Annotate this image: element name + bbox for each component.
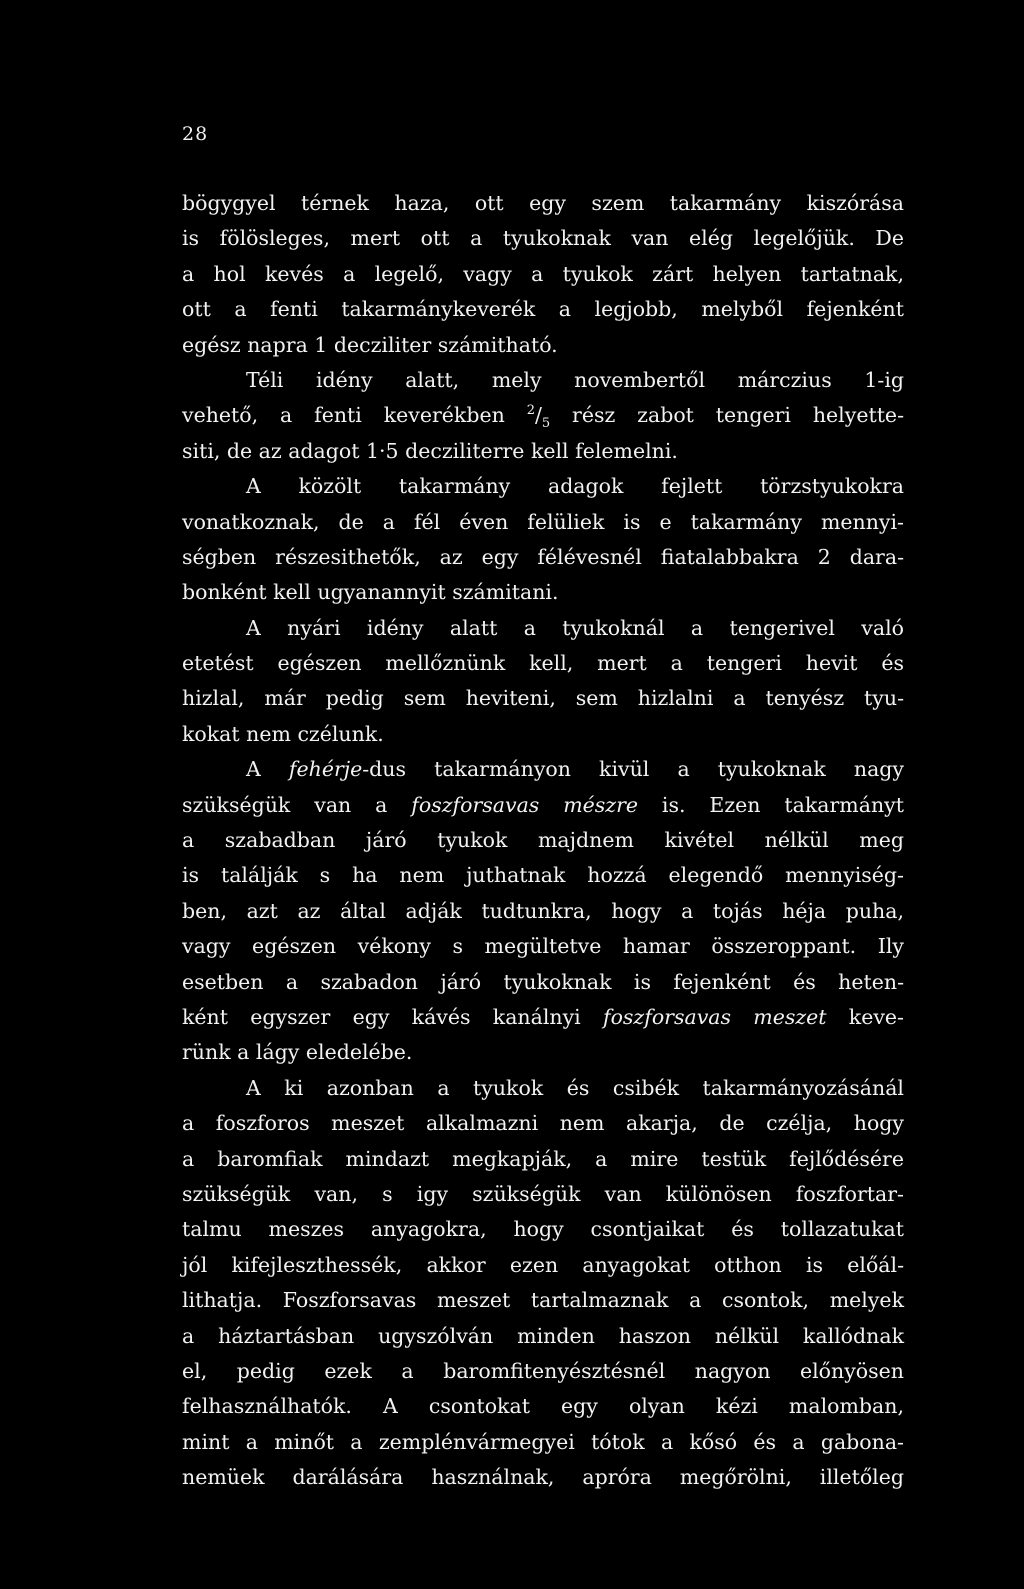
text-line xyxy=(182,434,904,469)
text-run: jól kifejleszthessék, akkor ezen anyagokat otthon is előál- xyxy=(182,1252,904,1277)
text-run: is találják s ha nem juthatnak hozzá elegendő mennyiség- xyxy=(182,863,904,888)
text-line xyxy=(182,292,904,327)
body-text xyxy=(182,186,904,1495)
text-line xyxy=(182,752,904,787)
text-run: rész zabot tengeri helyette- xyxy=(550,403,904,428)
text-line xyxy=(182,965,904,1000)
text-run: siti, de az adagot 1·5 decziliterre kell felemelni. xyxy=(182,438,678,463)
text-run: A ki azonban a tyukok és csibék takarmányozásánál xyxy=(246,1075,904,1100)
text-run: a baromfiak mindazt megkapják, a mire testük fejlődésére xyxy=(182,1146,904,1171)
text-run: talmu meszes anyagokra, hogy csontjaikat és tollazatukat xyxy=(182,1217,904,1242)
text-run: rünk a lágy eledelébe. xyxy=(182,1040,413,1065)
text-run: 2 xyxy=(526,403,535,419)
text-run: ségben részesithetők, az egy félévesnél fiatalabbakra 2 dara- xyxy=(182,544,904,569)
text-line xyxy=(182,1389,904,1424)
text-line xyxy=(182,257,904,292)
text-line xyxy=(182,717,904,752)
text-run: a háztartásban ugyszólván minden haszon nélkül kallódnak xyxy=(182,1323,904,1348)
text-line xyxy=(182,1283,904,1318)
text-line xyxy=(182,505,904,540)
text-run: ként egyszer egy kávés kanálnyi xyxy=(182,1004,603,1029)
text-line xyxy=(182,575,904,610)
text-line xyxy=(182,1000,904,1035)
text-line xyxy=(182,1248,904,1283)
text-run: mint a minőt a zemplénvármegyei tótok a kősó és a gabona- xyxy=(182,1429,904,1454)
text-line xyxy=(182,681,904,716)
text-line xyxy=(182,186,904,221)
text-line xyxy=(182,363,904,398)
page-number: 28 xyxy=(182,123,209,145)
text-run: felhasználhatók. A csontokat egy olyan kézi malomban, xyxy=(182,1394,904,1419)
text-run: etetést egészen mellőznünk kell, mert a tengeri hevit és xyxy=(182,651,904,676)
text-run: A nyári idény alatt a tyukoknál a tengerivel való xyxy=(246,615,904,640)
text-run: 5 xyxy=(541,416,551,432)
text-run: / xyxy=(534,403,542,428)
text-run: bögygyel térnek haza, ott egy szem takarmány kiszórása xyxy=(182,191,904,215)
italic-text: fehérje xyxy=(288,757,363,782)
text-run: ben, azt az által adják tudtunkra, hogy a tojás héja puha, xyxy=(182,898,904,923)
text-line xyxy=(182,1106,904,1141)
text-run: vonatkoznak, de a fél éven felüliek is e takarmány mennyi- xyxy=(182,509,904,534)
text-run: keve- xyxy=(826,1004,904,1029)
text-line xyxy=(182,1319,904,1354)
text-run: is fölösleges, mert ott a tyukoknak van elég legelőjük. De xyxy=(182,226,904,251)
text-line xyxy=(182,540,904,575)
text-run: vehető, a fenti keverékben xyxy=(182,403,527,428)
text-line xyxy=(182,1035,904,1070)
text-line xyxy=(182,1177,904,1212)
text-line xyxy=(182,221,904,256)
text-run: nemüek darálására használnak, apróra megőrölni, illetőleg xyxy=(182,1465,904,1490)
text-run: egész napra 1 decziliter számitható. xyxy=(182,332,558,357)
text-run: A közölt takarmány adagok fejlett törzstyukokra xyxy=(246,474,904,499)
text-run: szükségük van, s igy szükségük van különösen foszfortar- xyxy=(182,1181,904,1206)
text-run: hizlal, már pedig sem heviteni, sem hizlalni a tenyész tyu- xyxy=(182,686,904,711)
text-line xyxy=(182,328,904,363)
text-line xyxy=(182,1460,904,1495)
text-run: ott a fenti takarmánykeverék a legjobb, melyből fejenként xyxy=(182,297,904,322)
text-run: esetben a szabadon járó tyukoknak is fejenként és heten- xyxy=(182,969,904,994)
text-run: vagy egészen vékony s megültetve hamar összeroppant. Ily xyxy=(182,934,904,959)
text-line xyxy=(182,788,904,823)
text-run: el, pedig ezek a baromfitenyésztésnél nagyon előnyösen xyxy=(182,1358,904,1383)
text-run: a foszforos meszet alkalmazni nem akarja, de czélja, hogy xyxy=(182,1111,904,1136)
text-line xyxy=(182,858,904,893)
italic-text: foszforsavas meszet xyxy=(602,1004,827,1029)
text-line xyxy=(182,1425,904,1460)
text-line xyxy=(182,1212,904,1247)
text-line xyxy=(182,398,904,433)
text-run: A xyxy=(246,757,289,782)
text-run: a szabadban járó tyukok majdnem kivétel nélkül meg xyxy=(182,828,904,853)
text-line xyxy=(182,1142,904,1177)
text-run: Téli idény alatt, mely novembertől márczius 1-ig xyxy=(246,367,904,392)
text-run: a hol kevés a legelő, vagy a tyukok zárt helyen tartatnak, xyxy=(182,261,904,286)
text-run: -dus takarmányon kivül a tyukoknak nagy xyxy=(362,757,904,782)
text-run: bonként kell ugyanannyit számitani. xyxy=(182,580,559,605)
text-line xyxy=(182,929,904,964)
text-run: szükségük van a xyxy=(182,792,412,817)
italic-text: foszforsavas mészre xyxy=(411,792,639,817)
text-run: kokat nem czélunk. xyxy=(182,721,384,746)
text-run: lithatja. Foszforsavas meszet tartalmaznak a csontok, melyek xyxy=(182,1288,904,1313)
text-line xyxy=(182,1354,904,1389)
text-line xyxy=(182,1071,904,1106)
text-line xyxy=(182,611,904,646)
text-line xyxy=(182,646,904,681)
text-run: is. Ezen takarmányt xyxy=(638,792,904,817)
text-line xyxy=(182,469,904,504)
text-line xyxy=(182,823,904,858)
text-line xyxy=(182,894,904,929)
